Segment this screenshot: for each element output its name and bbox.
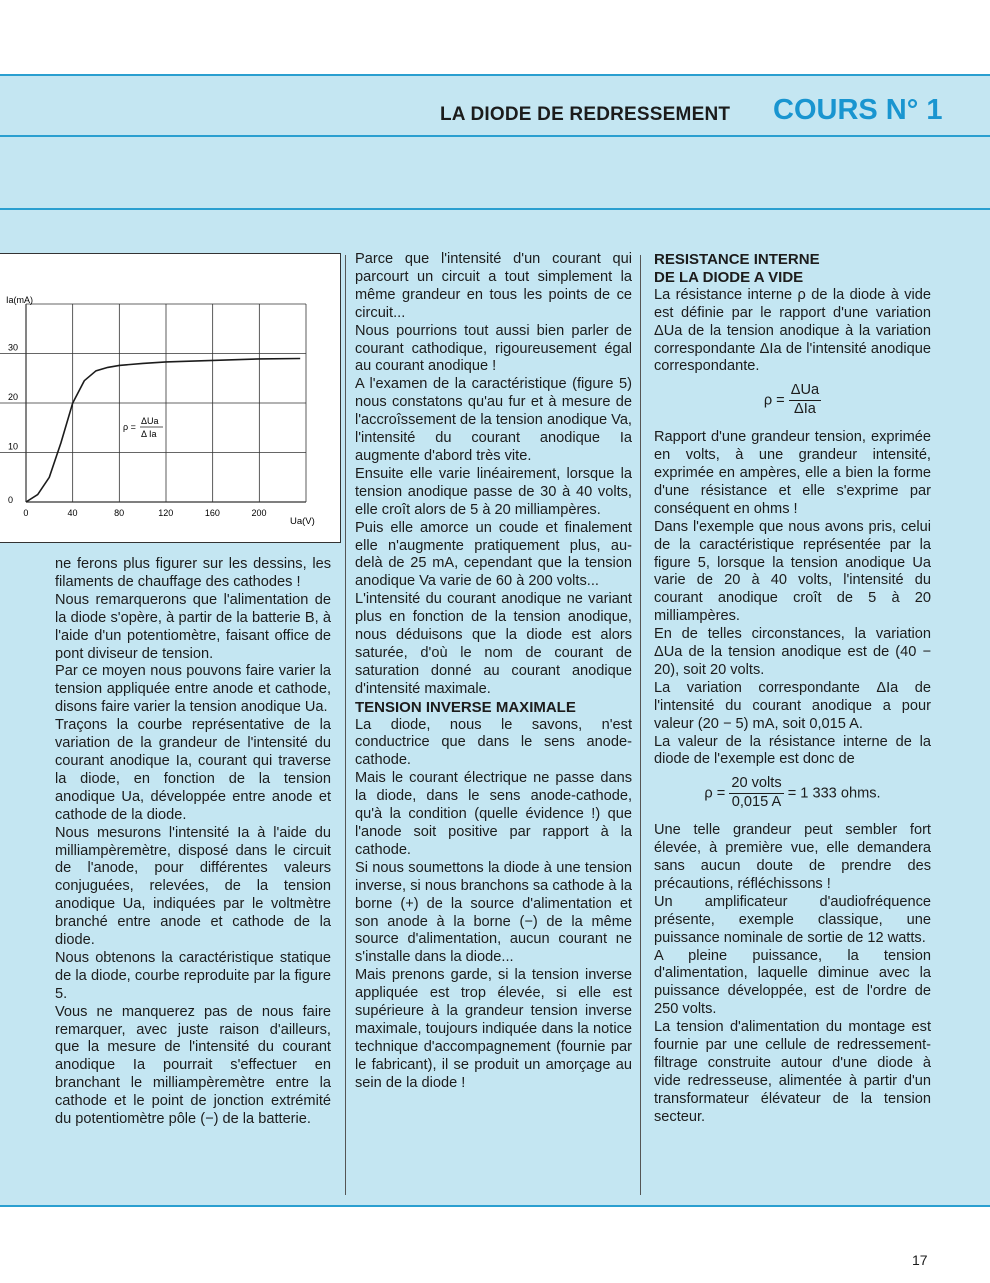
formula-rho-value <box>654 775 931 812</box>
section-heading-tension-inverse: TENSION INVERSE MAXIMALE <box>355 698 576 716</box>
formula-fraction <box>789 382 821 419</box>
paragraph: Dans l'exemple que nous avons pris, celui de la caractéristique représentée par la figure 5, lorsque la tension anodique Ua varie de 20 à 40 volts, l'intensité du courant anodique croît de 5 à 20 milliampères. <box>654 518 931 625</box>
formula-lhs: ρ = <box>763 392 785 409</box>
formula-lhs: ρ = <box>704 785 726 802</box>
x-axis-label: Ua(V) <box>290 516 315 527</box>
column-3 <box>654 251 931 1127</box>
paragraph: Vous ne manquerez pas de nous faire remarquer, avec juste raison d'ailleurs, que la mesure de l'intensité du courant anodique Ia pourrait s'effectuer en branchant le milliampèremètre entre la cathode et le point de jonction extrémité du potentiomètre pôle (−) de la batterie. <box>55 1003 331 1128</box>
figure-5-chart <box>0 253 341 543</box>
chart-formula-lhs: ρ = <box>123 422 136 432</box>
chapter-title: LA DIODE DE REDRESSEMENT <box>440 104 731 125</box>
paragraph: Mais le courant électrique ne passe dans la diode, dans le sens anode-cathode, qu'à la condition (quelle évidence !) que l'anode soit positive par rapport à la cathode. <box>355 770 632 858</box>
y-tick-label: 0 <box>8 495 14 505</box>
paragraph: La tension d'alimentation du montage est fournie par une cellule de redressement-filtrage construite autour d'une diode à vide redresseuse, alimentée à partir d'un transformateur élévateur de la tension secteur. <box>654 1019 931 1125</box>
column-2 <box>355 251 632 1093</box>
bottom-margin <box>0 1207 990 1283</box>
chart-formula-den: Δ Ia <box>141 429 157 439</box>
top-margin <box>0 0 990 74</box>
x-tick-label: 120 <box>158 508 174 518</box>
section-heading-resistance-sub: DE LA DIODE A VIDE <box>654 268 804 286</box>
formula-rho <box>654 382 931 419</box>
page-number: 17 <box>912 1252 928 1268</box>
formula-result: = 1 333 ohms. <box>787 785 881 802</box>
course-number: COURS N° 1 <box>773 94 943 126</box>
characteristic-chart <box>0 254 340 542</box>
paragraph: Une telle grandeur peut sembler fort élevée, à première vue, elle demandera sans aucun doute de prendre des précautions, réfléchissons ! <box>654 822 931 892</box>
paragraph: La variation correspondante ΔIa de l'intensité du courant anodique a pour valeur (20 − 5) mA, soit 0,015 A. <box>654 679 931 732</box>
paragraph: Ensuite elle varie linéairement, lorsque la tension anodique passe de 30 à 40 volts, elle croît alors de 5 à 20 milliampères. <box>355 465 632 518</box>
column-1 <box>55 556 331 1129</box>
paragraph: Nous mesurons l'intensité Ia à l'aide du milliampèremètre, disposé dans le circuit de l'anode, pour différentes valeurs conjuguées, relevées, de la tension anodique Ua, indiquées par le voltmètre branché entre anode et cathode de la diode. <box>55 824 331 949</box>
paragraph: Traçons la courbe représentative de la variation de la grandeur de l'intensité du courant anodique Ia, courant qui traverse la diode, en fonction de la tension anodique Ua, développée entre anode et cathode de la diode. <box>55 717 331 823</box>
formula-numerator: 20 volts <box>729 775 783 794</box>
header-top-rule <box>0 74 990 76</box>
formula-denominator: ΔIa <box>794 401 816 418</box>
section-heading-resistance: RESISTANCE INTERNE <box>654 251 820 268</box>
paragraph: La résistance interne ρ de la diode à vide est définie par le rapport d'une variation ΔUa de la tension anodique à la variation correspondante ΔIa de l'intensité anodique correspondante. <box>654 286 931 375</box>
paragraph: ne ferons plus figurer sur les dessins, les filaments de chauffage des cathodes ! <box>55 556 331 590</box>
paragraph: Rapport d'une grandeur tension, exprimée en volts, à une grandeur intensité, exprimée en ampères, elle a bien la forme d'une résistance et elle s'exprime par conséquent en ohms ! <box>654 429 931 517</box>
paragraph: La valeur de la résistance interne de la diode de l'exemple est donc de <box>654 733 931 768</box>
section-rule <box>0 208 990 210</box>
y-tick-label: 30 <box>8 342 19 353</box>
x-tick-label: 200 <box>251 508 267 518</box>
x-tick-label: 80 <box>114 508 125 518</box>
paragraph: Nous pourrions tout aussi bien parler de courant cathodique, rigoureusement égal au courant anodique ! <box>355 322 632 375</box>
paragraph: A l'examen de la caractéristique (figure 5) nous constatons qu'au fur et à mesure de l'accroîssement de la tension anodique Va, l'intensité du courant anodique Ia augmente d'abord très vite. <box>355 376 632 464</box>
paragraph: La diode, nous le savons, n'est conductrice que dans le sens anode-cathode. <box>355 716 632 769</box>
column-divider-1 <box>345 255 346 1195</box>
paragraph: Si nous soumettons la diode à une tension inverse, si nous branchons sa cathode à la borne (+) de la source d'alimentation et son anode à la borne (−) de la même source d'alimentation, aucun courant ne s'installe dans la diode... <box>355 859 632 966</box>
y-tick-label: 10 <box>8 441 19 452</box>
paragraph: Parce que l'intensité d'un courant qui parcourt un circuit a tout simplement la même grandeur en tous les points de ce circuit... <box>355 251 632 321</box>
paragraph: L'intensité du courant anodique ne variant plus en fonction de la tension anodique, nous déduisons que la diode est alors saturée, d'où le nom de courant de saturation donné au courant anodique d'intensité maximale. <box>355 591 632 697</box>
paragraph: En de telles circonstances, la variation ΔUa de la tension anodique est de (40 − 20), soit 20 volts. <box>654 626 931 678</box>
formula-numerator: ΔUa <box>789 382 821 401</box>
paragraph: Puis elle amorce un coude et finalement elle n'augmente pratiquement plus, au-delà de 25 mA, cependant que la tension anodique Va varie de 60 à 200 volts... <box>355 519 632 590</box>
column-divider-2 <box>640 255 641 1195</box>
x-tick-label: 0 <box>23 508 29 518</box>
chart-formula-num: ΔUa <box>141 416 159 426</box>
header-bottom-rule <box>0 135 990 137</box>
paragraph: Mais prenons garde, si la tension inverse appliquée est trop élevée, si elle est supérieure à la grandeur tension inverse maximale, toujours indiquée dans la notice technique d'accompagnement (fournie par le fabricant), il se produit un amorçage au sein de la diode ! <box>355 967 632 1091</box>
paragraph: Par ce moyen nous pouvons faire varier la tension appliquée entre anode et cathode, disons faire varier la tension anodique Ua. <box>55 663 331 716</box>
y-axis-label: Ia(mA) <box>6 295 33 305</box>
paragraph: Nous obtenons la caractéristique statique de la diode, courbe reproduite par la figure 5. <box>55 949 331 1002</box>
y-tick-label: 20 <box>8 392 19 402</box>
paragraph: A pleine puissance, la tension d'alimentation, laquelle diminue avec la puissance développée, est de l'ordre de 250 volts. <box>654 947 931 1018</box>
paragraph: Nous remarquerons que l'alimentation de la diode s'opère, à partir de la batterie B, à l'aide d'un potentiomètre, faisant office de pont diviseur de tension. <box>55 591 331 662</box>
formula-fraction <box>729 775 783 812</box>
formula-denominator: 0,015 A <box>731 794 782 811</box>
x-tick-label: 160 <box>204 508 220 518</box>
paragraph: Un amplificateur d'audiofréquence présente, exemple classique, une puissance nominale de sortie de 12 watts. <box>654 893 931 946</box>
x-tick-label: 40 <box>67 508 78 518</box>
